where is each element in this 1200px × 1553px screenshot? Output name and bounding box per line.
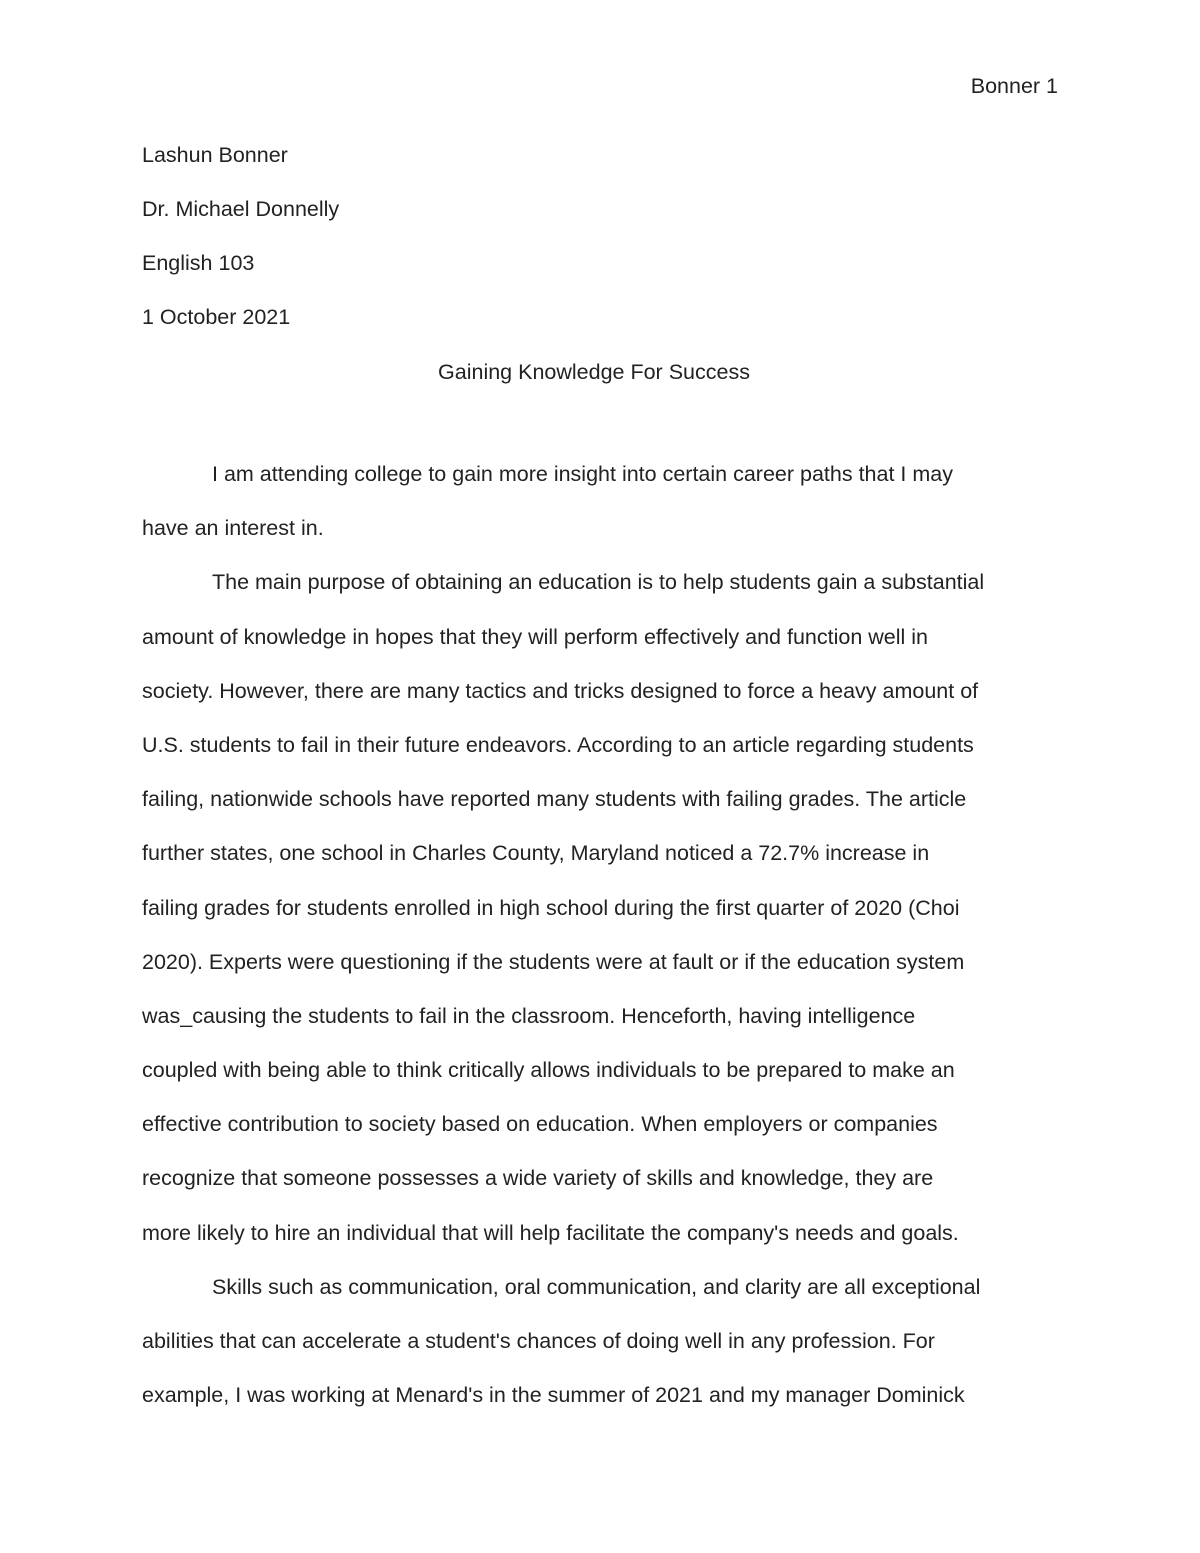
body-line: coupled with being able to think critically allows individuals to be prepared to make an bbox=[142, 1058, 955, 1083]
body-line: abilities that can accelerate a student's chances of doing well in any profession. For bbox=[142, 1329, 935, 1353]
page-header-label: Bonner 1 bbox=[970, 74, 1058, 98]
mla-heading bbox=[142, 141, 1058, 357]
body-line: effective contribution to society based on education. When employers or companies bbox=[142, 1112, 938, 1137]
body-line: amount of knowledge in hopes that they will perform effectively and function well in bbox=[142, 624, 928, 649]
body-line: example, I was working at Menard's in the summer of 2021 and my manager Dominick bbox=[142, 1383, 965, 1408]
submission-date: 1 October 2021 bbox=[142, 305, 291, 329]
instructor-name: Dr. Michael Donnelly bbox=[142, 197, 340, 221]
body-line: recognize that someone possesses a wide variety of skills and knowledge, they are bbox=[142, 1166, 934, 1191]
body-line: Skills such as communication, oral communication, and clarity are all exceptional bbox=[212, 1274, 981, 1299]
body-line: 2020). Experts were questioning if the students were at fault or if the education system bbox=[142, 949, 965, 974]
body-line: The main purpose of obtaining an education is to help students gain a substantial bbox=[212, 570, 985, 595]
body-line: society. However, there are many tactics and tricks designed to force a heavy amount of bbox=[142, 678, 979, 703]
body-line: failing, nationwide schools have reported many students with failing grades. The article bbox=[142, 787, 967, 812]
student-name: Lashun Bonner bbox=[142, 143, 288, 167]
body-line: failing grades for students enrolled in high school during the first quarter of 2020 (Choi bbox=[142, 895, 960, 920]
body-line: I am attending college to gain more insight into certain career paths that I may bbox=[212, 462, 953, 486]
course-name: English 103 bbox=[142, 251, 255, 275]
body-line: U.S. students to fail in their future endeavors. According to an article regarding students bbox=[142, 732, 974, 757]
body-line: further states, one school in Charles County, Maryland noticed a 72.7% increase in bbox=[142, 841, 930, 866]
essay-body bbox=[142, 460, 1058, 1435]
body-line: was_causing the students to fail in the classroom. Henceforth, having intelligence bbox=[142, 1003, 916, 1028]
body-line: more likely to hire an individual that will help facilitate the company's needs and goals. bbox=[142, 1220, 959, 1245]
body-line: have an interest in. bbox=[142, 516, 324, 541]
essay-title: Gaining Knowledge For Success bbox=[438, 360, 750, 384]
